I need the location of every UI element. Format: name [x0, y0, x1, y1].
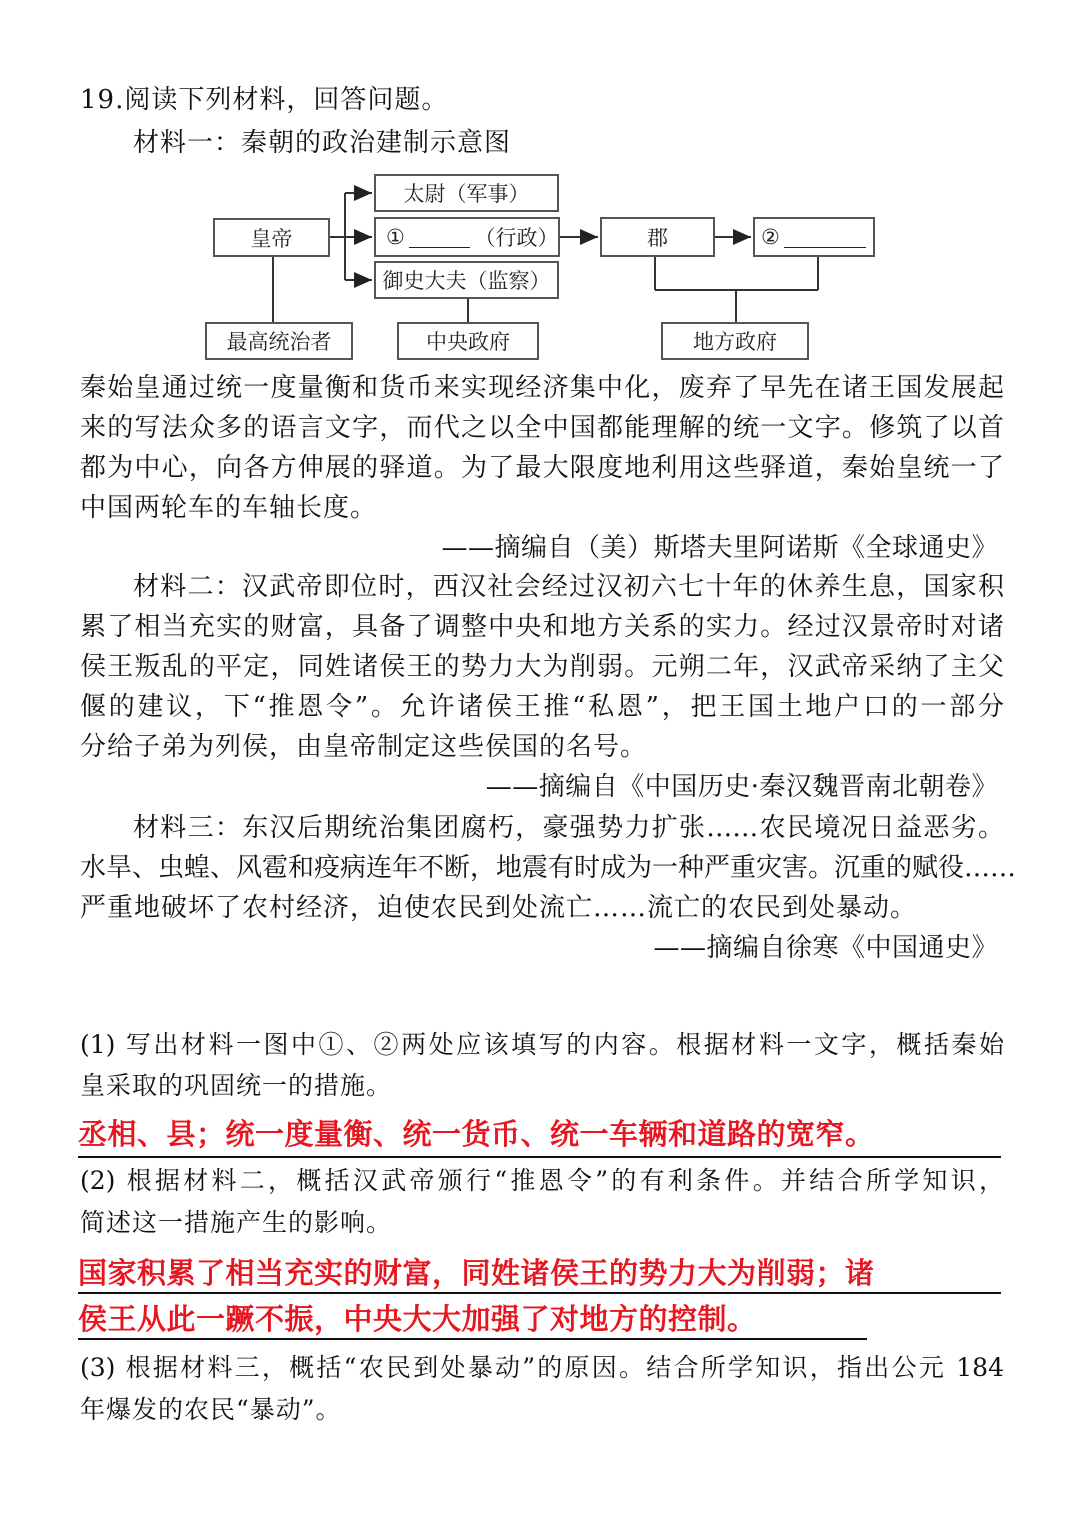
material1-title: 材料一：秦朝的政治建制示意图	[133, 128, 512, 158]
q1-text-line: (1) 写出材料一图中①、②两处应该填写的内容。根据材料一文字，概括秦始	[80, 1030, 1004, 1059]
emperor-box: 皇帝	[213, 218, 330, 257]
q1-answer-underline	[78, 1156, 1001, 1158]
q2-answer-underline	[78, 1338, 867, 1340]
q3-text-line: 年爆发的农民“暴动”。	[80, 1395, 342, 1424]
taiwei-box: 太尉（军事）	[374, 174, 559, 212]
q2-answer-line: 侯王从此一蹶不振，中央大大加强了对地方的控制。	[78, 1302, 757, 1336]
q2-text-line: 简述这一措施产生的影响。	[80, 1208, 393, 1237]
material3-source: ——摘编自徐寒《中国通史》	[653, 933, 998, 963]
blank1-box	[374, 217, 560, 257]
material1-text-line: 中国两轮车的车轴长度。	[80, 493, 378, 523]
material2-text-line: 分给子弟为列侯，由皇帝制定这些侯国的名号。	[80, 732, 648, 762]
material2-text-line: 材料二：汉武帝即位时，西汉社会经过汉初六七十年的休养生息，国家积	[133, 572, 1004, 602]
material2-source: ——摘编自《中国历史·秦汉魏晋南北朝卷》	[485, 772, 998, 802]
material2-text-line: 侯王叛乱的平定，同姓诸侯王的势力大为削弱。元朔二年，汉武帝采纳了主父	[80, 652, 1004, 682]
blank2-box	[753, 217, 875, 257]
q3-text-line: (3) 根据材料三，概括“农民到处暴动”的原因。结合所学知识，指出公元 184	[80, 1353, 1004, 1382]
material1-text-line: 都为中心，向各方伸展的驿道。为了最大限度地利用这些驿道，秦始皇统一了	[80, 453, 1004, 483]
material3-text-line: 严重地破坏了农村经济，迫使农民到处流亡……流亡的农民到处暴动。	[80, 893, 918, 923]
q2-text-line: (2) 根据材料二，概括汉武帝颁行“推恩令”的有利条件。并结合所学知识，	[80, 1166, 1004, 1195]
yushi-box: 御史大夫（监察）	[374, 261, 559, 299]
blank2-marker: ②	[761, 225, 780, 249]
blank2-line	[784, 227, 866, 248]
material3-text-line: 水旱、虫蝗、风雹和疫病连年不断，地震有时成为一种严重灾害。沉重的赋役……	[80, 853, 1017, 883]
material1-text-line: 秦始皇通过统一度量衡和货币来实现经济集中化，废弃了早先在诸王国发展起	[80, 373, 1004, 403]
material2-text-line: 偃的建议，下“推恩令”。允许诸侯王推“私恩”，把王国土地户口的一部分	[80, 692, 1004, 722]
material2-text-line: 累了相当充实的财富，具备了调整中央和地方关系的实力。经过汉景帝时对诸	[80, 612, 1004, 642]
material1-text-line: 来的写法众多的语言文字，而代之以全中国都能理解的统一文字。修筑了以首	[80, 413, 1004, 443]
jun-box: 郡	[600, 217, 715, 257]
blank1-marker: ①	[386, 225, 405, 249]
blank1-suffix: （行政）	[474, 226, 559, 250]
local-government-box: 地方政府	[661, 322, 809, 360]
material3-text-line: 材料三：东汉后期统治集团腐朽，豪强势力扩张……农民境况日益恶劣。	[133, 813, 1004, 843]
blank1-line	[409, 227, 471, 248]
q1-text-line: 皇采取的巩固统一的措施。	[80, 1071, 393, 1100]
supreme-ruler-box: 最高统治者	[205, 322, 353, 360]
question-heading: 19.阅读下列材料，回答问题。	[80, 85, 449, 115]
q1-answer: 丞相、县；统一度量衡、统一货币、统一车辆和道路的宽窄。	[78, 1117, 875, 1151]
q2-answer-line: 国家积累了相当充实的财富，同姓诸侯王的势力大为削弱；诸	[78, 1256, 875, 1290]
material1-source: ——摘编自（美）斯塔夫里阿诺斯《全球通史》	[441, 533, 998, 563]
q2-answer-underline	[78, 1292, 1001, 1294]
central-government-box: 中央政府	[397, 322, 539, 360]
